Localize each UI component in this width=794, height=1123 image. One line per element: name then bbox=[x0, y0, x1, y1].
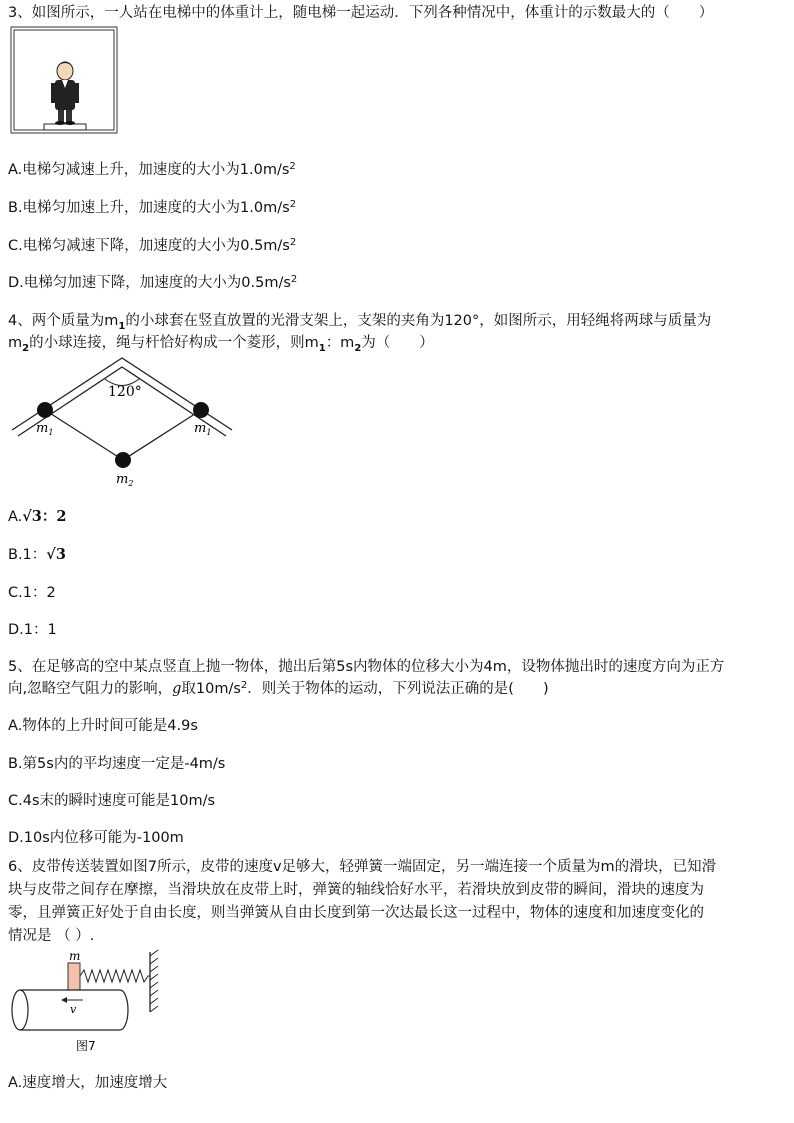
slider-block bbox=[68, 963, 80, 990]
svg-text:m1 bbox=[194, 421, 211, 437]
m1-right-sub: 1 bbox=[206, 428, 212, 437]
q5-option-b: B.第5s内的平均速度一定是-4m/s bbox=[8, 756, 226, 772]
m2-label: m bbox=[116, 472, 129, 487]
arrow-left-icon bbox=[61, 997, 67, 1003]
q3-stem: 3、如图所示，一人站在电梯中的体重计上，随电梯一起运动．下列各种情况中，体重计的示数最大的（ ） bbox=[8, 5, 714, 21]
q3-option-c: C.电梯匀减速下降，加速度的大小为$0.5m/s^2$ bbox=[8, 237, 297, 254]
svg-text:m2 bbox=[116, 472, 133, 488]
q6-option-a: A.速度增大，加速度增大 bbox=[8, 1075, 168, 1091]
rhombus-figure bbox=[8, 352, 238, 492]
q4-option-a: A.√3：2 bbox=[8, 508, 67, 525]
q3-option-a: A.电梯匀减速上升，加速度的大小为$1.0m/s^2$ bbox=[8, 161, 296, 178]
svg-text:m1 bbox=[36, 421, 53, 437]
ball-m2 bbox=[115, 452, 131, 468]
q5-stem-line1: 5、在足够高的空中某点竖直上抛一物体，抛出后第5s内物体的位移大小为4m，设物体抛出时的速度方向为正方 bbox=[8, 659, 725, 675]
scale-icon bbox=[44, 124, 86, 130]
velocity-label: v bbox=[70, 1003, 77, 1016]
ball-m1-right bbox=[193, 402, 209, 418]
m2-sub: 2 bbox=[128, 479, 134, 488]
q6-stem-line3: 零，且弹簧正好处于自由长度，则当弹簧从自由长度到第一次达最长这一过程中，物体的速度和加速度变化的 bbox=[8, 905, 704, 921]
q3-option-d: D.电梯匀加速下降，加速度的大小为$0.5m/s^2$ bbox=[8, 274, 298, 291]
q3-option-b: B.电梯匀加速上升，加速度的大小为$1.0m/s^2$ bbox=[8, 199, 297, 216]
q4-option-b: B.1：√3 bbox=[8, 546, 66, 563]
q6-stem-line2: 块与皮带之间存在摩擦，当滑块放在皮带上时，弹簧的轴线恰好水平，若滑块放到皮带的瞬间，滑块的速度为 bbox=[8, 882, 704, 898]
q5-option-d: D.10s内位移可能为-100m bbox=[8, 830, 184, 846]
elevator-figure bbox=[10, 26, 120, 136]
person-icon bbox=[51, 62, 79, 125]
q5-option-c: C.4s末的瞬时速度可能是10m/s bbox=[8, 793, 216, 809]
q6-stem-line4: 情况是 （ ）. bbox=[8, 928, 95, 944]
angle-label: 120° bbox=[108, 384, 142, 400]
q5-stem-line2: 向,忽略空气阻力的影响，g取$10m/s^2$．则关于物体的运动，下列说法正确的是( ) bbox=[8, 680, 549, 697]
q4-option-d: D.1：1 bbox=[8, 622, 57, 638]
q5-option-a: A.物体的上升时间可能是4.9s bbox=[8, 718, 198, 734]
m1-right-label: m bbox=[194, 421, 207, 436]
conveyor-figure bbox=[8, 946, 168, 1058]
q4-stem-line2: $m_2$的小球连接，绳与杆恰好构成一个菱形，则$m_1$：$m_2$为（ ） bbox=[8, 335, 434, 354]
m1-left-label: m bbox=[36, 421, 49, 436]
q4-stem-line1: 4、两个质量为$m_1$的小球套在竖直放置的光滑支架上，支架的夹角为120°，如图所示，用轻绳将两球与质量为 bbox=[8, 313, 712, 332]
figure-caption: 图7 bbox=[76, 1039, 96, 1053]
q6-stem-line1: 6、皮带传送装置如图7所示，皮带的速度v足够大，轻弹簧一端固定，另一端连接一个质量为m的滑块，已知滑 bbox=[8, 859, 717, 875]
m1-left-sub: 1 bbox=[48, 428, 54, 437]
q4-option-c: C.1：2 bbox=[8, 585, 56, 601]
ball-m1-left bbox=[37, 402, 53, 418]
spring-icon bbox=[80, 970, 150, 982]
mass-label: m bbox=[69, 949, 81, 963]
